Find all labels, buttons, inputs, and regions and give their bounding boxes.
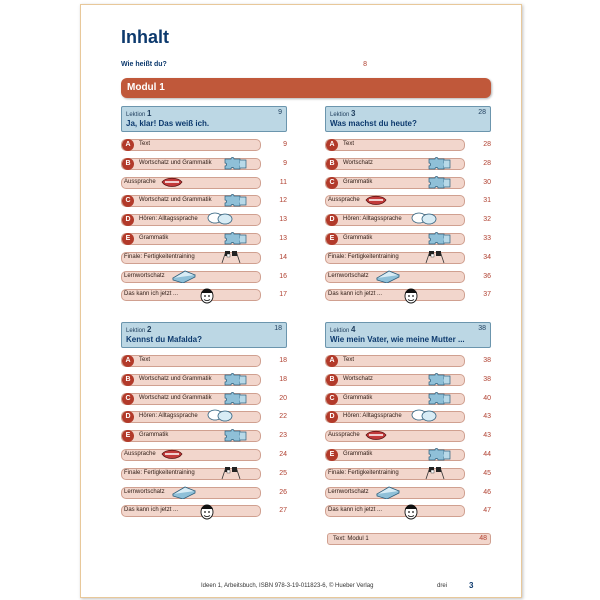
mouth-icon: [365, 428, 387, 442]
row-page-number: 36: [483, 272, 491, 280]
lektion-number: 1: [147, 109, 152, 118]
row-page-number: 24: [279, 450, 287, 458]
face-icon: [199, 503, 215, 517]
face-icon: [403, 503, 419, 517]
toc-row[interactable]: [121, 355, 287, 367]
row-label: Hören: Alltagssprache: [343, 413, 402, 420]
row-label: Finale: Fertigkeitentraining: [124, 253, 195, 260]
lektion-header[interactable]: [325, 322, 491, 348]
row-page-number: 16: [279, 272, 287, 280]
speech-bubble-icon: [207, 212, 233, 226]
row-page-number: 9: [283, 141, 287, 148]
section-letter-badge: D: [122, 214, 134, 226]
row-label: Text: [139, 357, 151, 363]
toc-row[interactable]: [121, 487, 287, 499]
toc-row[interactable]: [325, 355, 491, 367]
row-label: Aussprache: [328, 432, 360, 439]
row-page-number: 26: [279, 488, 287, 496]
toc-row[interactable]: [121, 214, 287, 226]
footer-citation: Ideen 1, Arbeitsbuch, ISBN 978-3-19-011823-6, © Hueber Verlag: [201, 583, 374, 589]
toc-row[interactable]: [121, 505, 287, 517]
puzzle-icon: [223, 193, 249, 207]
toc-row[interactable]: [121, 252, 287, 264]
book-icon: [375, 269, 401, 283]
row-page-number: 27: [279, 507, 287, 515]
lektion-label: [126, 325, 151, 334]
puzzle-icon: [427, 447, 453, 461]
row-page-number: 40: [483, 394, 491, 402]
puzzle-icon: [223, 156, 249, 170]
row-page-number: 14: [279, 253, 287, 261]
puzzle-icon: [427, 175, 453, 189]
row-page-number: 20: [279, 394, 287, 402]
toc-row[interactable]: [325, 487, 491, 499]
toc-row[interactable]: [325, 214, 491, 226]
text-modul-page: 48: [479, 535, 487, 542]
toc-row[interactable]: [325, 195, 491, 207]
row-page-number: 38: [483, 375, 491, 383]
row-label: Grammatik: [343, 450, 373, 457]
lektion-2-block: [121, 322, 287, 524]
row-page-number: 38: [483, 357, 491, 364]
toc-row[interactable]: [121, 468, 287, 480]
mouth-icon: [365, 193, 387, 207]
section-letter-badge: D: [122, 411, 134, 423]
toc-row[interactable]: [121, 449, 287, 461]
row-label: Wortschatz: [343, 375, 373, 382]
modul-banner: [121, 78, 491, 98]
section-letter-badge: B: [326, 158, 338, 170]
lektion-prefix: Lektion: [126, 328, 146, 334]
lektion-page-number: 28: [478, 109, 486, 116]
toc-row[interactable]: [121, 411, 287, 423]
toc-row[interactable]: [121, 430, 287, 442]
lektion-title: Was machst du heute?: [330, 119, 417, 128]
row-page-number: 31: [483, 197, 491, 205]
toc-row[interactable]: [325, 374, 491, 386]
row-label: Wortschatz und Grammatik: [139, 159, 212, 166]
row-label: Grammatik: [343, 234, 373, 241]
lektion-page-number: 9: [278, 109, 282, 116]
row-label: Aussprache: [124, 450, 156, 457]
section-letter-badge: A: [122, 139, 134, 151]
page-title: Inhalt: [121, 27, 169, 47]
toc-page: [80, 4, 522, 598]
row-page-number: 9: [283, 159, 287, 167]
section-letter-badge: C: [326, 393, 338, 405]
lektion-3-block: [325, 106, 491, 308]
row-label: Finale: Fertigkeitentraining: [124, 469, 195, 476]
lektion-prefix: Lektion: [126, 112, 146, 118]
toc-row[interactable]: [325, 177, 491, 189]
lektion-title: Ja, klar! Das weiß ich.: [126, 119, 210, 128]
toc-row[interactable]: [325, 505, 491, 517]
row-page-number: 37: [483, 291, 491, 299]
row-page-number: 28: [483, 159, 491, 167]
section-letter-badge: B: [122, 158, 134, 170]
lektion-header[interactable]: [121, 322, 287, 348]
row-label: Hören: Alltagssprache: [343, 216, 402, 223]
book-icon: [171, 269, 197, 283]
toc-row[interactable]: [121, 271, 287, 283]
section-letter-badge: B: [326, 374, 338, 386]
row-label: Grammatik: [139, 432, 169, 439]
row-label: Hören: Alltagssprache: [139, 216, 198, 223]
row-page-number: 12: [279, 197, 287, 205]
toc-row[interactable]: [121, 177, 287, 189]
modul-label: Modul 1: [127, 82, 165, 93]
row-page-number: 18: [279, 375, 287, 383]
row-label: Finale: Fertigkeitentraining: [328, 469, 399, 476]
section-letter-badge: C: [122, 195, 134, 207]
intro-entry[interactable]: [121, 61, 367, 68]
puzzle-icon: [223, 372, 249, 386]
mouth-icon: [161, 447, 183, 461]
row-page-number: 18: [279, 357, 287, 364]
toc-row[interactable]: [325, 139, 491, 151]
lektion-title: Kennst du Mafalda?: [126, 335, 203, 344]
book-icon: [171, 485, 197, 499]
section-letter-badge: E: [326, 233, 338, 245]
toc-row[interactable]: [325, 411, 491, 423]
row-label: Das kann ich jetzt ...: [328, 291, 383, 298]
row-label: Lernwortschatz: [328, 488, 369, 495]
row-page-number: 13: [279, 234, 287, 242]
row-page-number: 25: [279, 469, 287, 477]
lektion-title: Wie mein Vater, wie meine Mutter ...: [330, 335, 465, 344]
checkered-flag-icon: [423, 466, 447, 480]
puzzle-icon: [223, 231, 249, 245]
footer-page-word: drei: [437, 583, 448, 589]
section-letter-badge: C: [326, 177, 338, 189]
row-label: Grammatik: [343, 178, 373, 185]
row-page-number: 23: [279, 432, 287, 440]
row-label: Das kann ich jetzt ...: [124, 507, 179, 514]
toc-row[interactable]: [325, 271, 491, 283]
lektion-number: 3: [351, 109, 356, 118]
toc-row[interactable]: [325, 158, 491, 170]
row-label: Grammatik: [343, 394, 373, 401]
section-letter-badge: D: [326, 214, 338, 226]
toc-row[interactable]: [325, 233, 491, 245]
checkered-flag-icon: [423, 250, 447, 264]
row-label: Lernwortschatz: [124, 272, 165, 279]
row-page-number: 44: [483, 450, 491, 458]
toc-row[interactable]: [121, 374, 287, 386]
lektion-prefix: Lektion: [330, 112, 350, 118]
toc-row[interactable]: [325, 393, 491, 405]
intro-label: Wie heißt du?: [121, 61, 167, 68]
puzzle-icon: [427, 391, 453, 405]
row-label: Hören: Alltagssprache: [139, 413, 198, 420]
row-page-number: 17: [279, 291, 287, 299]
text-modul-label: Text: Modul 1: [333, 536, 369, 542]
lektion-header[interactable]: [121, 106, 287, 132]
row-page-number: 43: [483, 413, 491, 421]
toc-row[interactable]: [325, 468, 491, 480]
section-letter-badge: E: [122, 430, 134, 442]
row-label: Text: [139, 141, 151, 147]
intro-page-number: 8: [363, 61, 367, 68]
lektion-prefix: Lektion: [330, 328, 350, 334]
row-page-number: 43: [483, 432, 491, 440]
book-icon: [375, 485, 401, 499]
lektion-label: [330, 325, 355, 334]
toc-row[interactable]: [121, 233, 287, 245]
footer-page-number: 3: [469, 581, 474, 590]
row-label: Grammatik: [139, 234, 169, 241]
checkered-flag-icon: [219, 250, 243, 264]
row-label: Lernwortschatz: [328, 272, 369, 279]
toc-row[interactable]: [121, 158, 287, 170]
face-icon: [403, 287, 419, 301]
row-page-number: 13: [279, 216, 287, 224]
section-letter-badge: E: [122, 233, 134, 245]
section-letter-badge: C: [122, 393, 134, 405]
section-letter-badge: A: [326, 139, 338, 151]
lektion-label: [330, 109, 355, 118]
toc-row[interactable]: [121, 289, 287, 301]
row-page-number: 45: [483, 469, 491, 477]
row-label: Finale: Fertigkeitentraining: [328, 253, 399, 260]
toc-row[interactable]: [325, 252, 491, 264]
lektion-number: 4: [351, 325, 356, 334]
row-page-number: 11: [279, 178, 287, 186]
lektion-page-number: 38: [478, 325, 486, 332]
section-letter-badge: D: [326, 411, 338, 423]
checkered-flag-icon: [219, 466, 243, 480]
row-page-number: 32: [483, 216, 491, 224]
lektion-page-number: 18: [274, 325, 282, 332]
row-page-number: 33: [483, 234, 491, 242]
face-icon: [199, 287, 215, 301]
puzzle-icon: [427, 372, 453, 386]
toc-row[interactable]: [121, 195, 287, 207]
row-label: Lernwortschatz: [124, 488, 165, 495]
lektion-label: [126, 109, 151, 118]
row-label: Das kann ich jetzt ...: [328, 507, 383, 514]
puzzle-icon: [427, 231, 453, 245]
toc-row[interactable]: [121, 393, 287, 405]
puzzle-icon: [427, 156, 453, 170]
row-page-number: 34: [483, 253, 491, 261]
row-label: Wortschatz: [343, 159, 373, 166]
section-letter-badge: B: [122, 374, 134, 386]
row-page-number: 46: [483, 488, 491, 496]
toc-row[interactable]: [325, 289, 491, 301]
row-label: Text: [343, 141, 355, 147]
row-label: Wortschatz und Grammatik: [139, 197, 212, 204]
speech-bubble-icon: [207, 409, 233, 423]
row-page-number: 30: [483, 178, 491, 186]
row-label: Das kann ich jetzt ...: [124, 291, 179, 298]
section-letter-badge: A: [326, 355, 338, 367]
row-label: Aussprache: [124, 178, 156, 185]
speech-bubble-icon: [411, 409, 437, 423]
lektion-number: 2: [147, 325, 152, 334]
toc-row[interactable]: [325, 430, 491, 442]
section-letter-badge: A: [122, 355, 134, 367]
row-page-number: 22: [279, 413, 287, 421]
lektion-4-block: [325, 322, 491, 524]
toc-row[interactable]: [325, 449, 491, 461]
text-modul-entry[interactable]: [327, 533, 491, 545]
row-label: Wortschatz und Grammatik: [139, 375, 212, 382]
row-label: Wortschatz und Grammatik: [139, 394, 212, 401]
toc-row[interactable]: [121, 139, 287, 151]
lektion-1-block: [121, 106, 287, 308]
row-page-number: 28: [483, 141, 491, 148]
puzzle-icon: [223, 391, 249, 405]
row-label: Aussprache: [328, 197, 360, 204]
lektion-header[interactable]: [325, 106, 491, 132]
puzzle-icon: [223, 428, 249, 442]
section-letter-badge: E: [326, 449, 338, 461]
mouth-icon: [161, 175, 183, 189]
speech-bubble-icon: [411, 212, 437, 226]
row-label: Text: [343, 357, 355, 363]
row-page-number: 47: [483, 507, 491, 515]
